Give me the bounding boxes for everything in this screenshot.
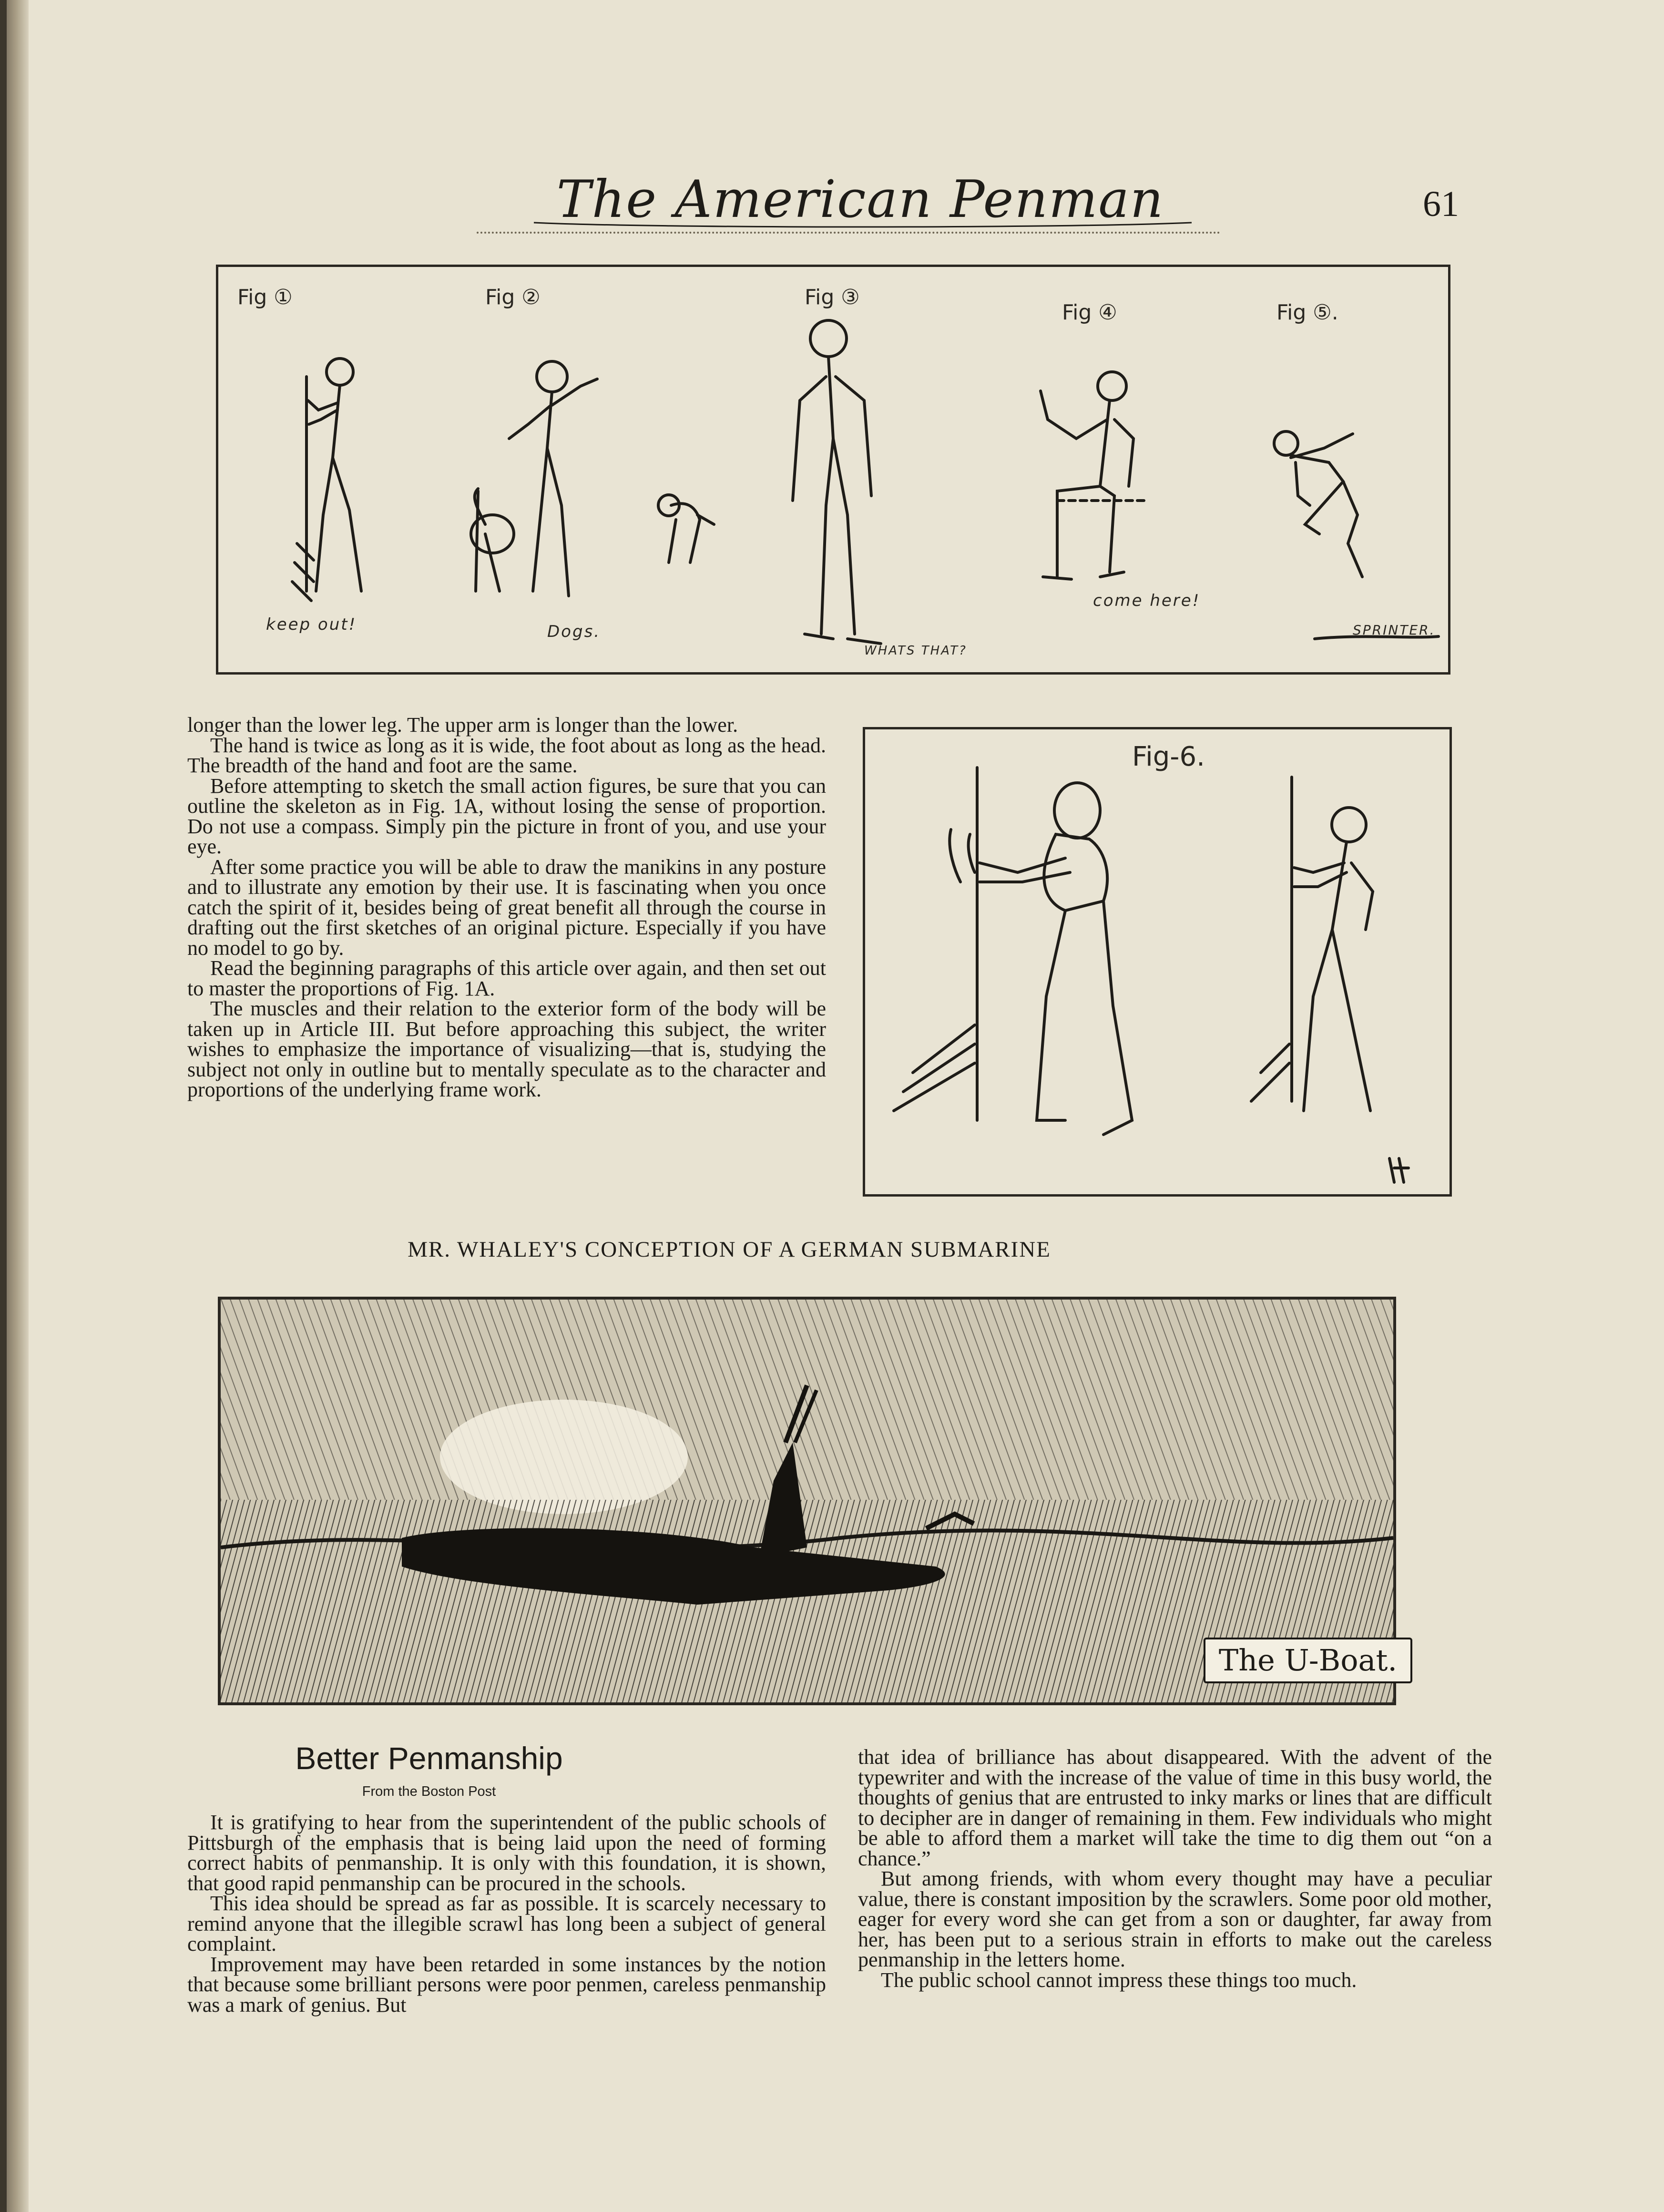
header-rule bbox=[477, 232, 1220, 234]
fig6-label: Fig-6. bbox=[1132, 741, 1205, 772]
paragraph: that idea of brilliance has about disappeared. With the advent of the typewriter and with the increase of the value of time in this busy world, the thoughts of genius that are entrusted to inky marks or lines that are difficult to decipher are in danger of remaining in them. Few individuals who might be able to afford them a market will take the time to dig them out “on a chance.” bbox=[858, 1745, 1492, 1870]
page-number: 61 bbox=[1423, 184, 1459, 224]
paragraph: This idea should be spread as far as possible. It is scarcely necessary to remind anyone that the illegible scrawl has long been a subject of general complaint. bbox=[187, 1892, 826, 1956]
fig5-caption: SPRINTER. bbox=[1353, 622, 1436, 638]
fig2-caption: Dogs. bbox=[547, 622, 601, 641]
book-gutter bbox=[0, 0, 7, 2212]
article-byline: From the Boston Post bbox=[362, 1784, 496, 1799]
paragraph: longer than the lower leg. The upper arm is longer than the lower. bbox=[187, 713, 738, 737]
article-title: Better Penmanship bbox=[295, 1741, 563, 1776]
fig3-label: Fig ③ bbox=[805, 285, 860, 309]
figure-6-sketch bbox=[865, 729, 1450, 1194]
paragraph: Read the beginning paragraphs of this article over again, and then set out to master the proportions of Fig. 1A. bbox=[187, 956, 826, 1000]
submarine-heading: MR. WHALEY'S CONCEPTION OF A GERMAN SUBMARINE bbox=[408, 1237, 1051, 1262]
figure-6-panel bbox=[863, 727, 1452, 1197]
stick-figure-sketches bbox=[218, 267, 1448, 672]
article-column-1 bbox=[187, 1813, 826, 2015]
masthead-script-logo bbox=[515, 169, 1206, 231]
paragraph: But among friends, with whom every thought may have a peculiar value, there is constant imposition by the scrawlers. Some poor old mother, eager for every word she can get from a son or daughter, far away from her, has been put to a serious strain in efforts to make out the careless penmanship in the letters home. bbox=[858, 1867, 1492, 1971]
paragraph: Before attempting to sketch the small action figures, be sure that you can outline the skeleton as in Fig. 1A, without losing the sense of proportion. Do not use a compass. Simply pin the picture in front of you, and use your eye. bbox=[187, 774, 826, 858]
fig2-label: Fig ② bbox=[485, 285, 541, 309]
fig1-label: Fig ① bbox=[237, 285, 293, 309]
fig4-caption: come here! bbox=[1093, 591, 1201, 610]
paragraph: The muscles and their relation to the exterior form of the body will be taken up in Article III. But before approaching this subject, the writer wishes to emphasize the importance of visualizing—that is, studying the subject not only in outline but to mentally speculate as to the character and proportions of the underlying frame work. bbox=[187, 997, 826, 1101]
paragraph: The public school cannot impress these things too much. bbox=[881, 1968, 1357, 1992]
fig3-caption: WHATS THAT? bbox=[864, 644, 967, 658]
paragraph: After some practice you will be able to draw the manikins in any posture and to illustrate any emotion by their use. It is fascinating when you once catch the spirit of it, besides being of great benefit all through the course in drafting out the first sketches of an original picture. Especially if you have no model to go by. bbox=[187, 855, 826, 960]
left-text-column bbox=[187, 715, 826, 1100]
paragraph: Improvement may have been retarded in some instances by the notion that because some brilliant persons were poor penmen, careless penmanship was a mark of genius. But bbox=[187, 1952, 826, 2017]
figures-1-to-5-panel bbox=[216, 265, 1450, 675]
svg-text:The American Penman: The American Penman bbox=[556, 170, 1164, 229]
fig5-label: Fig ⑤. bbox=[1276, 300, 1338, 325]
u-boat-label: The U-Boat. bbox=[1204, 1638, 1412, 1683]
paragraph: The hand is twice as long as it is wide, the foot about as long as the head. The breadth of the hand and foot are the same. bbox=[187, 733, 826, 777]
fig4-label: Fig ④ bbox=[1062, 300, 1117, 325]
article-column-2 bbox=[858, 1747, 1492, 1990]
paragraph: It is gratifying to hear from the superintendent of the public schools of Pittsburgh of the emphasis that is being laid upon the need of forming correct habits of penmanship. It is only with this foundation, it is shown, that good rapid penmanship can be procured in the schools. bbox=[187, 1811, 826, 1895]
fig1-caption: keep out! bbox=[266, 615, 357, 634]
